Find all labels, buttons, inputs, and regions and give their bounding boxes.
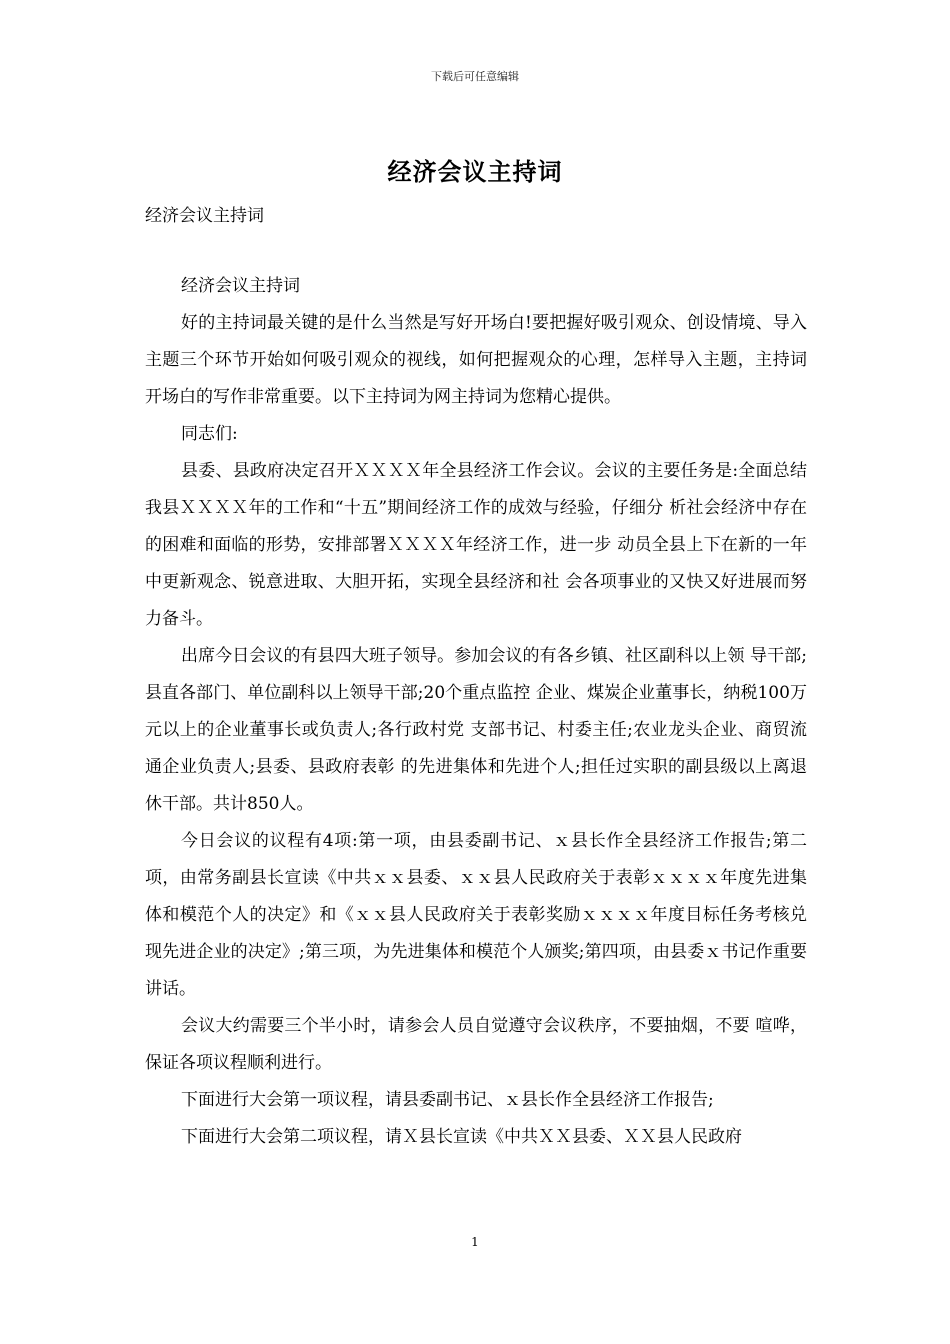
page-number: 1 — [471, 1235, 479, 1249]
paragraph: 下面进行大会第一项议程，请县委副书记、ｘ县长作全县经济工作报告; — [181, 1090, 714, 1110]
paragraph: 出席今日会议的有县四大班子领导。参加会议的有各乡镇、社区副科以上领 导干部;县直各部门、单位副科以上领导干部;20个重点监控 企业、煤炭企业董事长，纳税100万元以上的企业董事长或负责人;各行政村党 支部书记、村委主任;农业龙头企业、商贸流通企业负责人;县委、县政府表彰 的先进集体和先进个人;担任过实职的副县级以上离退休干部。共计850人。 — [145, 646, 807, 814]
document-body — [145, 268, 807, 1156]
document-subtitle: 经济会议主持词 — [145, 206, 264, 226]
document-title: 经济会议主持词 — [387, 157, 563, 186]
paragraph: 同志们: — [181, 424, 238, 444]
paragraph: 今日会议的议程有4项:第一项，由县委副书记、ｘ县长作全县经济工作报告;第二项，由常务副县长宣读《中共ｘｘ县委、ｘｘ县人民政府关于表彰ｘｘｘｘ年度先进集体和模范个人的决定》和《ｘｘ县人民政府关于表彰奖励ｘｘｘｘ年度目标任务考核兑现先进企业的决定》;第三项，为先进集体和模范个人颁奖;第四项，由县委ｘ书记作重要讲话。 — [145, 831, 807, 999]
paragraph: 经济会议主持词 — [181, 276, 300, 296]
header-note: 下载后可任意编辑 — [431, 70, 519, 83]
paragraph: 好的主持词最关键的是什么当然是写好开场白!要把握好吸引观众、创设情境、导入主题三个环节开始如何吸引观众的视线，如何把握观众的心理，怎样导入主题，主持词开场白的写作非常重要。以下主持词为网主持词为您精心提供。 — [145, 313, 807, 407]
paragraph: 会议大约需要三个半小时，请参会人员自觉遵守会议秩序，不要抽烟，不要 喧哗，保证各项议程顺利进行。 — [145, 1016, 807, 1073]
paragraph: 县委、县政府决定召开ＸＸＸＸ年全县经济工作会议。会议的主要任务是:全面总结我县ＸＸＸＸ年的工作和“十五”期间经济工作的成效与经验，仔细分 析社会经济中存在的困难和面临的形势，安排部署ＸＸＸＸ年经济工作，进一步 动员全县上下在新的一年中更新观念、锐意进取、大胆开拓，实现全县经济和社 会各项事业的又快又好进展而努力备斗。 — [145, 461, 807, 629]
paragraph: 下面进行大会第二项议程，请Ｘ县长宣读《中共ＸＸ县委、ＸＸ县人民政府 — [181, 1127, 742, 1147]
